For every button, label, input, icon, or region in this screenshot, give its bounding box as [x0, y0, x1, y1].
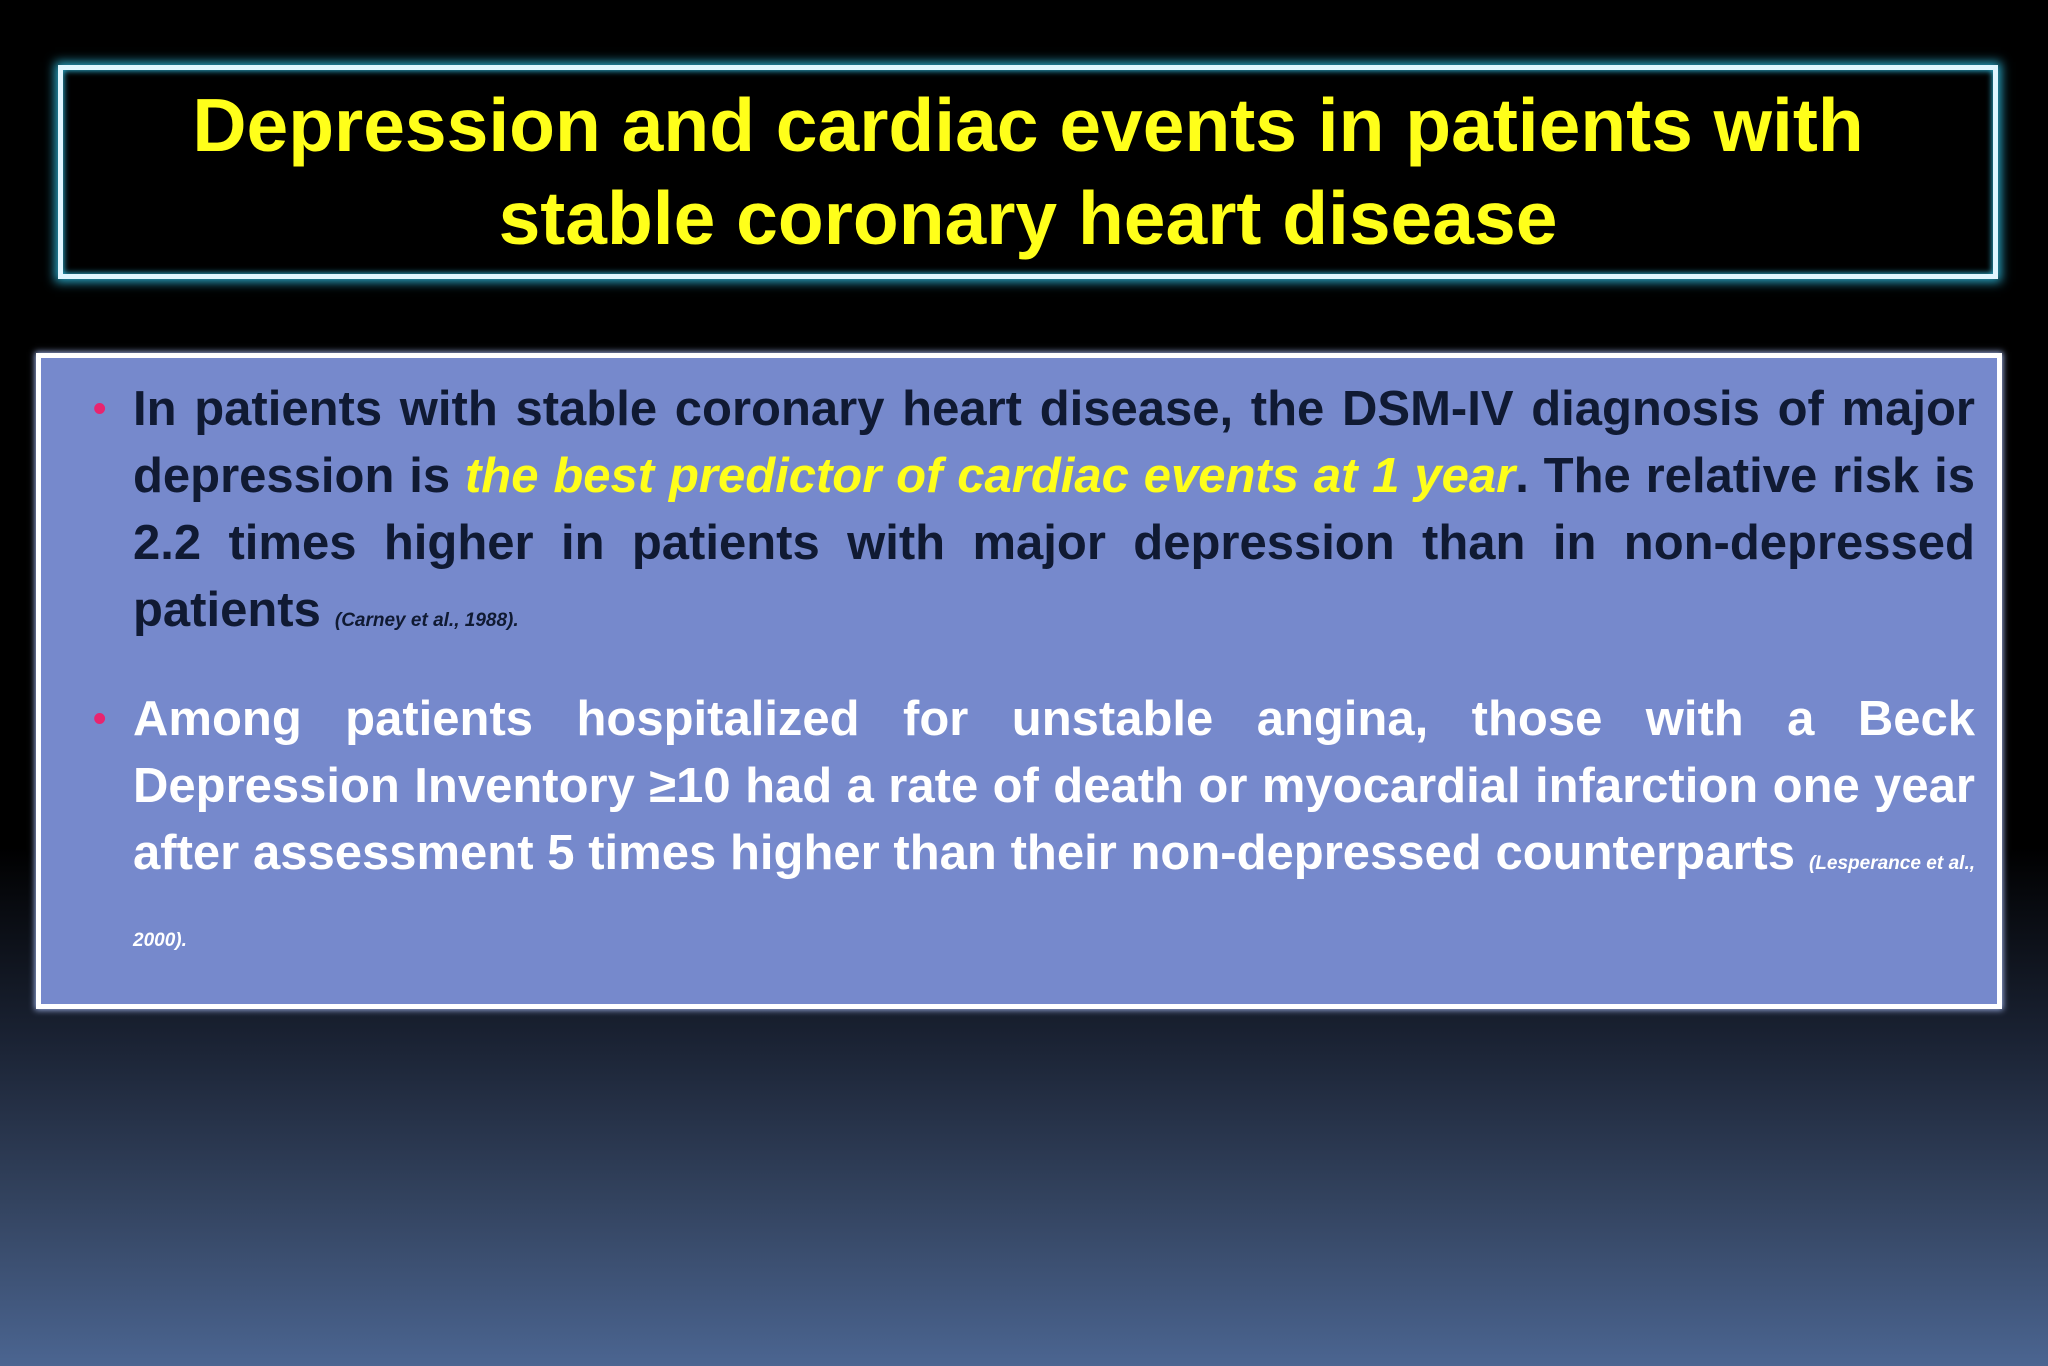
title-box [58, 65, 1998, 279]
bullet-1-highlight: the best predictor of cardiac events at 1 year [464, 449, 1516, 503]
bullet-1-text-after: . The relative risk is 2.2 times higher in patients with major depression than in non-depressed patients [133, 449, 1975, 637]
bullet-1-citation: (Carney et al., 1988). [334, 610, 519, 631]
bullet-item-2 [93, 686, 1975, 974]
bullet-1-text-before: In patients with stable coronary heart disease, the DSM-IV diagnosis of major depression is [133, 382, 1975, 503]
bullet-dot-icon: • [93, 388, 107, 430]
bullet-2-citation: (Lesperance et al., 2000). [133, 853, 1975, 951]
slide-title: Depression and cardiac events in patients with stable coronary heart disease [192, 83, 1864, 260]
bullet-item-1 [93, 376, 1975, 654]
bullet-dot-icon: • [93, 698, 107, 740]
bullet-2-text: Among patients hospitalized for unstable angina, those with a Beck Depression Inventory ≥10 had a rate of death or myocardial infarction one year after assessment 5 times higher than their non-depressed counterparts [133, 692, 1975, 880]
content-box [36, 353, 2002, 1009]
